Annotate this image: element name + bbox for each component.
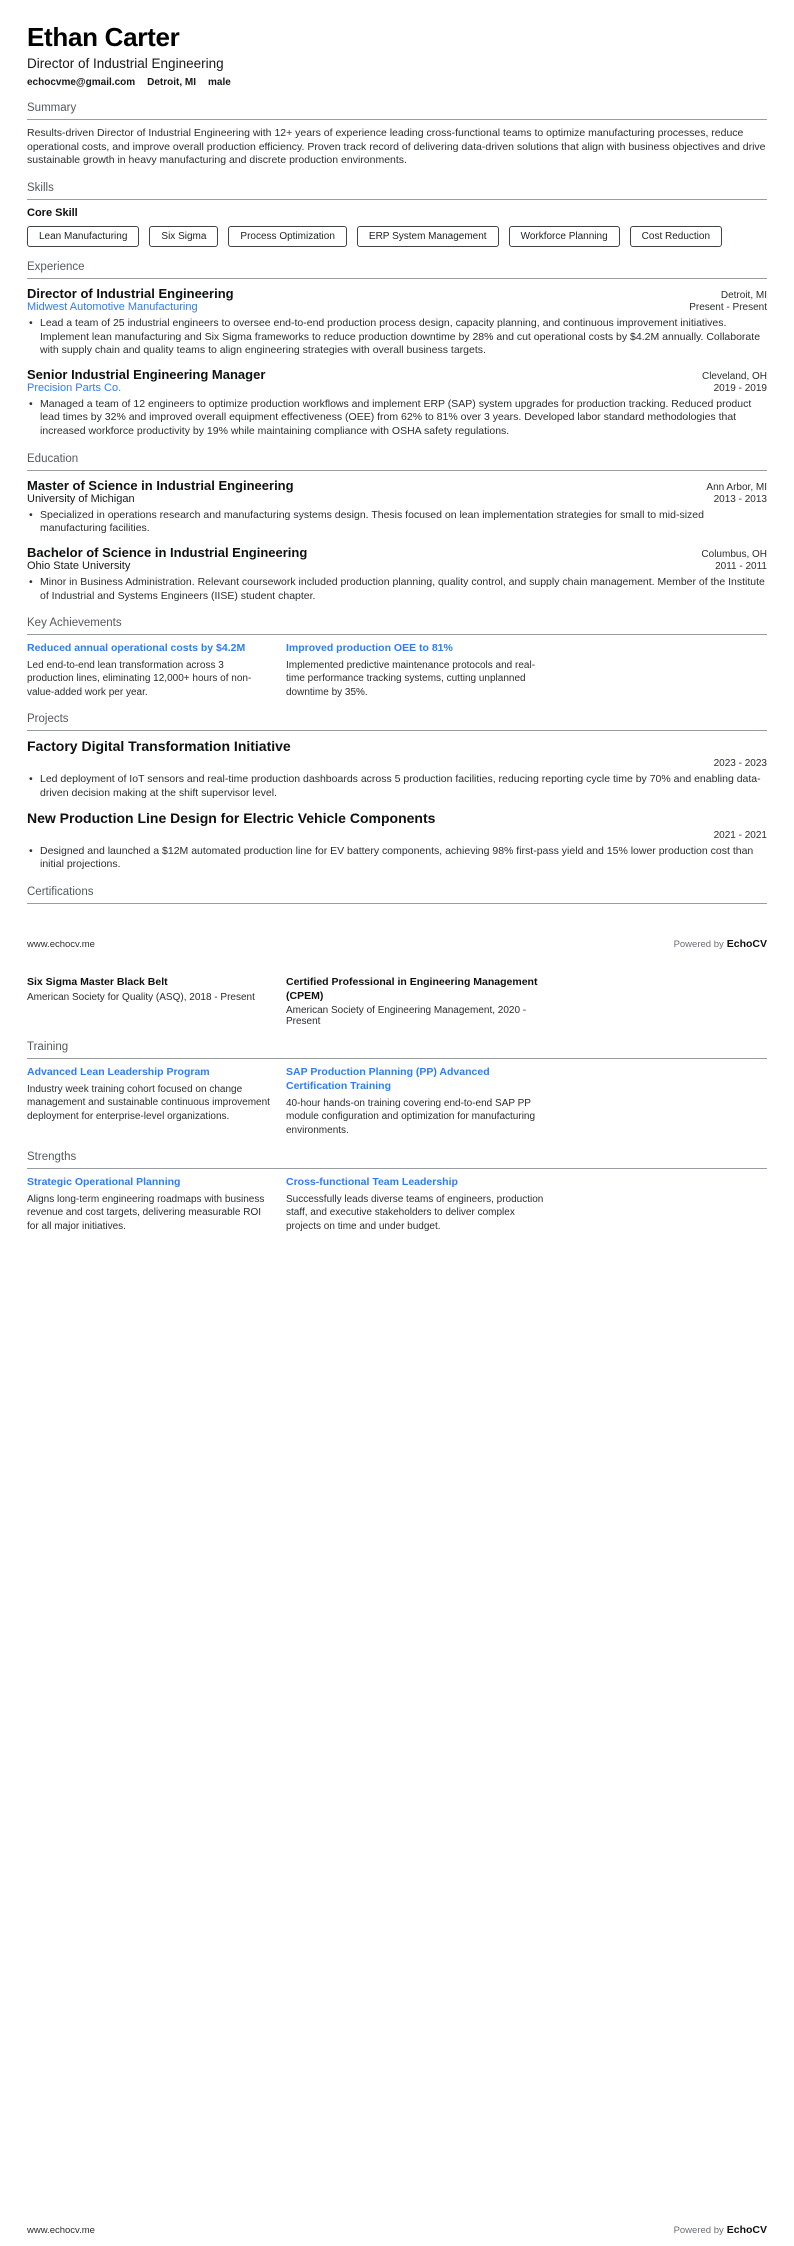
certification-title: Six Sigma Master Black Belt (27, 976, 168, 989)
school-name: Ohio State University (27, 560, 131, 573)
certifications-heading: Certifications (27, 886, 767, 904)
training-title: SAP Production Planning (PP) Advanced Certification Training (286, 1066, 490, 1092)
skills-group-label: Core Skill (27, 206, 78, 219)
strength-text: Aligns long-term engineering roadmaps with business revenue and cost targets, delivering measurable ROI for all major initiatives. (27, 1193, 265, 1232)
school-location: Ann Arbor, MI (706, 481, 767, 493)
section-strengths (27, 1151, 767, 1233)
section-summary (27, 102, 767, 168)
education-bullet: • Minor in Business Administration. Relevant coursework included production planning, quality control, and supply chain management. Member of the Institute of Industrial and Systems Engineers (IISE) student chapter. (27, 576, 767, 603)
training-heading: Training (27, 1041, 767, 1059)
brand-name: EchoCV (726, 938, 767, 951)
company-link[interactable]: Midwest Automotive Manufacturing (27, 300, 198, 313)
contact-gender: male (208, 77, 231, 88)
summary-heading: Summary (27, 102, 767, 120)
school-dates: 2011 - 2011 (715, 561, 767, 573)
certifications-grid (27, 976, 767, 1027)
skill-tag: Cost Reduction (630, 226, 722, 247)
project-bullet: • Led deployment of IoT sensors and real-time production dashboards across 5 production facilities, reducing reporting cycle time by 70% and enabling data-driven decision making at the shift supervisor level. (27, 773, 767, 800)
contact-location: Detroit, MI (147, 77, 197, 88)
contact-email: echocvme@gmail.com (27, 77, 136, 88)
project-bullet: • Designed and launched a $12M automated production line for EV battery components, achieving 98% first-pass yield and 15% lower production cost than initial projections. (27, 845, 767, 872)
training-text: 40-hour hands-on training covering end-to-end SAP PP module configuration and optimization for manufacturing environments. (286, 1097, 536, 1136)
powered-by (674, 938, 767, 950)
education-item (27, 545, 767, 603)
achievement-text: Led end-to-end lean transformation across 3 production lines, eliminating 12,000+ hours of non-value-added work per year. (27, 659, 252, 698)
project-item (27, 738, 767, 800)
school-location: Columbus, OH (701, 549, 767, 561)
skill-tag: ERP System Management (357, 226, 499, 247)
section-experience (27, 261, 767, 439)
strength-title: Cross-functional Team Leadership (286, 1176, 458, 1189)
skill-tags (27, 226, 767, 247)
skills-heading: Skills (27, 182, 767, 200)
skill-tag: Workforce Planning (509, 226, 620, 247)
project-title: New Production Line Design for Electric Vehicle Components (27, 809, 436, 826)
skill-tag: Six Sigma (149, 226, 218, 247)
job-location: Detroit, MI (720, 289, 767, 301)
powered-by-label: Powered by (673, 2225, 724, 2236)
job-bullet: • Lead a team of 25 industrial engineers to oversee end-to-end production process design, capacity planning, and continuous improvement initiatives. Implement lean manufacturing and Six Sigma frameworks to reduce production downtime by 28% and cut operational costs by $4.2M annually. Collaborate with supply chain and quality teams to align engineering strategies with overall business targets. (27, 317, 767, 358)
achievement-text: Implemented predictive maintenance protocols and real-time performance tracking systems, cutting unplanned downtime by 35%. (286, 659, 536, 698)
experience-item (27, 367, 767, 439)
strengths-heading: Strengths (27, 1151, 767, 1169)
achievement-title: Improved production OEE to 81% (286, 642, 453, 655)
project-dates: 2023 - 2023 (713, 758, 767, 770)
training-text: Industry week training cohort focused on change management and sustainable continuous improvement deployment for enterprise-level organizations. (27, 1083, 270, 1122)
achievements-grid (27, 642, 767, 699)
achievement-title: Reduced annual operational costs by $4.2M (27, 642, 246, 655)
job-title: Director of Industrial Engineering (27, 285, 234, 301)
strength-text: Successfully leads diverse teams of engineers, production staff, and executive stakeholders to deliver complex projects on time and under budget. (286, 1193, 544, 1232)
job-dates: Present - Present (689, 301, 767, 313)
job-dates: 2019 - 2019 (713, 382, 767, 394)
achievements-heading: Key Achievements (27, 617, 767, 635)
resume-header (27, 22, 767, 88)
training-item (286, 1066, 546, 1137)
education-heading: Education (27, 453, 767, 471)
project-title: Factory Digital Transformation Initiative (27, 738, 291, 755)
strength-item (286, 1176, 546, 1233)
certification-title: Certified Professional in Engineering Management (CPEM) (286, 976, 538, 1002)
contact-line (27, 77, 767, 88)
education-item (27, 478, 767, 536)
experience-item (27, 286, 767, 358)
achievement-item (286, 642, 546, 699)
section-key-achievements (27, 617, 767, 699)
powered-by-label: Powered by (673, 939, 724, 951)
powered-by (674, 2224, 767, 2236)
candidate-headline: Director of Industrial Engineering (27, 56, 224, 71)
degree-title: Bachelor of Science in Industrial Engineering (27, 545, 308, 561)
training-grid (27, 1066, 767, 1137)
achievement-item (27, 642, 270, 699)
training-title: Advanced Lean Leadership Program (27, 1066, 210, 1079)
footer-site-link[interactable]: www.echocv.me (27, 939, 95, 951)
candidate-name: Ethan Carter (27, 22, 180, 52)
company-link[interactable]: Precision Parts Co. (27, 381, 122, 394)
strength-title: Strategic Operational Planning (27, 1176, 181, 1189)
certification-item (286, 976, 546, 1027)
experience-heading: Experience (27, 261, 767, 279)
project-dates: 2021 - 2021 (713, 829, 767, 841)
project-item (27, 810, 767, 872)
projects-heading: Projects (27, 713, 767, 731)
page1-footer (27, 938, 767, 950)
section-projects (27, 713, 767, 872)
certification-item (27, 976, 270, 1027)
degree-title: Master of Science in Industrial Engineering (27, 477, 294, 493)
school-dates: 2013 - 2013 (713, 493, 767, 505)
skill-tag: Lean Manufacturing (27, 226, 139, 247)
section-skills (27, 182, 767, 247)
training-item (27, 1066, 270, 1137)
footer-site-link[interactable]: www.echocv.me (27, 2225, 95, 2236)
certification-issuer: American Society of Engineering Management, 2020 - Present (286, 1005, 527, 1028)
certification-issuer: American Society for Quality (ASQ), 2018 - Present (27, 991, 255, 1003)
strengths-grid (27, 1176, 767, 1233)
brand-name: EchoCV (726, 2224, 767, 2236)
education-bullet: • Specialized in operations research and manufacturing systems design. Thesis focused on lean implementation strategies for small to mid-sized manufacturing facilities. (27, 509, 767, 536)
section-training (27, 1041, 767, 1137)
summary-text: Results-driven Director of Industrial Engineering with 12+ years of experience leading cross-functional teams to optimize manufacturing processes, reduce operational costs, and improve overall production efficiency. Proven track record of delivering data-driven solutions that align with business objectives and drive sustainable growth in heavy manufacturing and discrete production environments. (27, 127, 766, 167)
school-name: University of Michigan (27, 492, 135, 505)
job-bullet: • Managed a team of 12 engineers to optimize production workflows and implement ERP (SAP) system upgrades for production tracking. Reduced product lead times by 32% and improved overall equipment effectiveness (OEE) from 62% to 81% over 3 years. Developed labor standard methodologies that increased workforce productivity by 19% while maintaining compliance with OSHA safety regulations. (27, 398, 767, 439)
section-education (27, 453, 767, 604)
strength-item (27, 1176, 270, 1233)
skill-tag: Process Optimization (228, 226, 346, 247)
job-location: Cleveland, OH (701, 370, 767, 382)
page-bottom-footer (27, 2224, 767, 2236)
job-title: Senior Industrial Engineering Manager (27, 366, 266, 382)
section-certifications (27, 886, 767, 1027)
